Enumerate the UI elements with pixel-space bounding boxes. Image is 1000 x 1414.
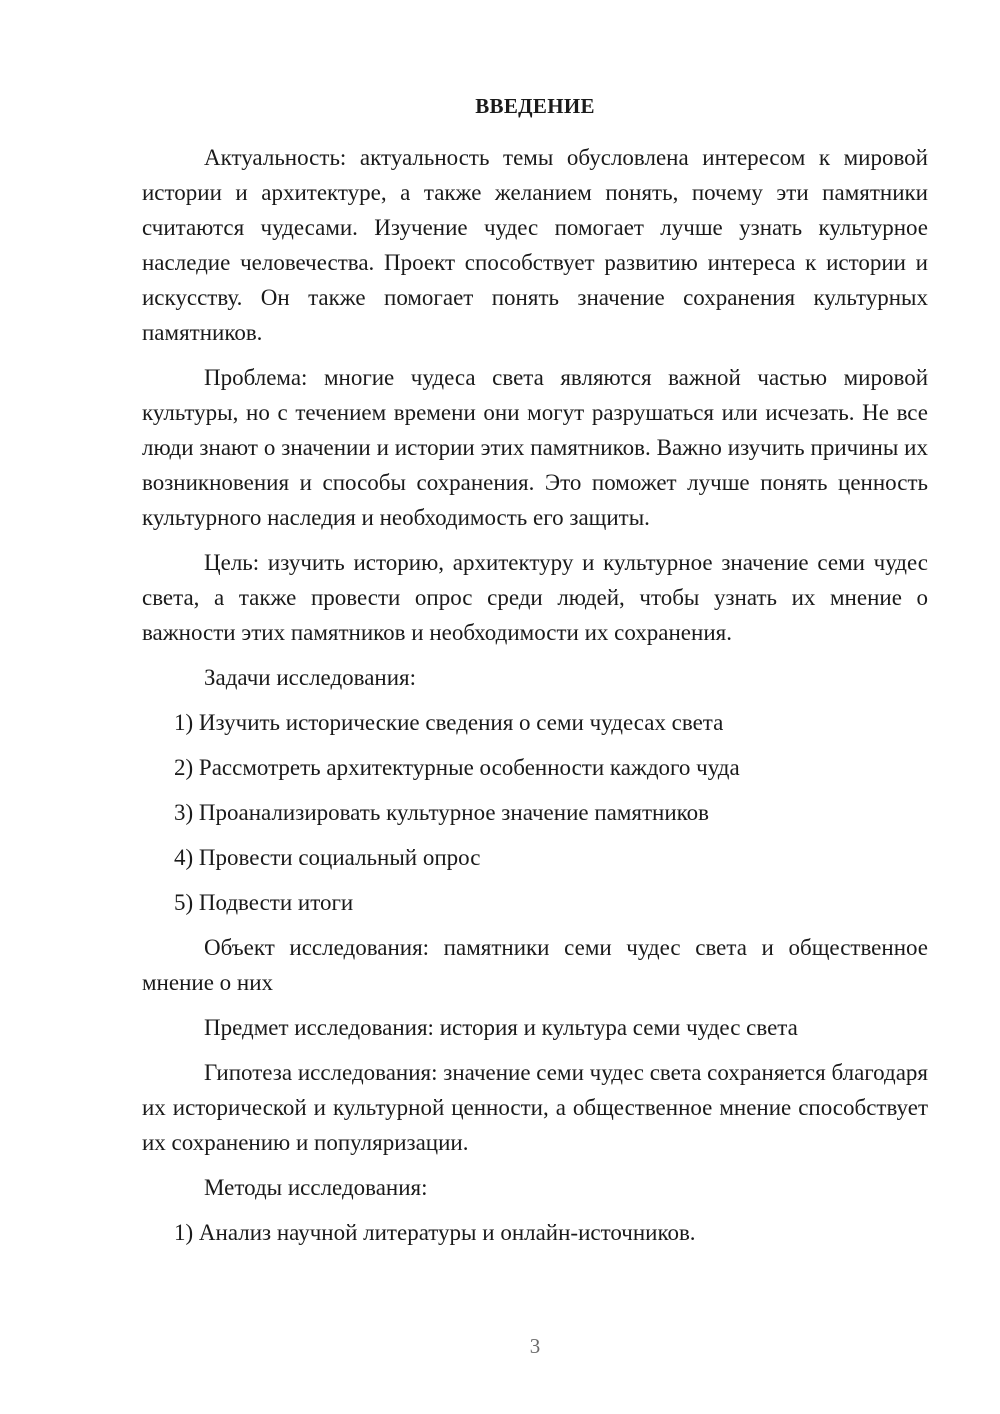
task-item: 5) Подвести итоги	[174, 890, 354, 915]
page-number: 3	[529, 1334, 541, 1358]
object-paragraph: Объект исследования: памятники семи чудес света и общественное мнение о них	[142, 935, 928, 995]
methods-heading: Методы исследования:	[204, 1175, 428, 1200]
task-item: 4) Провести социальный опрос	[174, 845, 481, 870]
section-title: ВВЕДЕНИЕ	[475, 94, 595, 118]
tasks-heading: Задачи исследования:	[204, 665, 417, 690]
document-body	[142, 140, 928, 1260]
method-item: 1) Анализ научной литературы и онлайн-источников.	[174, 1220, 696, 1245]
goal-paragraph: Цель: изучить историю, архитектуру и культурное значение семи чудес света, а также провести опрос среди людей, чтобы узнать их мнение о важности этих памятников и необходимости их сохранения.	[142, 550, 928, 645]
hypothesis-paragraph: Гипотеза исследования: значение семи чудес света сохраняется благодаря их исторической и культурной ценности, а общественное мнение способствует их сохранению и популяризации.	[142, 1060, 928, 1155]
relevance-paragraph: Актуальность: актуальность темы обусловлена интересом к мировой истории и архитектуре, а также желанием понять, почему эти памятники считаются чудесами. Изучение чудес помогает лучше узнать культурное наследие человечества. Проект способствует развитию интереса к истории и искусству. Он также помогает понять значение сохранения культурных памятников.	[142, 145, 928, 345]
task-item: 2) Рассмотреть архитектурные особенности каждого чуда	[174, 755, 740, 780]
subject-paragraph: Предмет исследования: история и культура семи чудес света	[204, 1015, 798, 1040]
problem-paragraph: Проблема: многие чудеса света являются важной частью мировой культуры, но с течением времени они могут разрушаться или исчезать. Не все люди знают о значении и истории этих памятников. Важно изучить причины их возникновения и способы сохранения. Это поможет лучше понять ценность культурного наследия и необходимость его защиты.	[142, 365, 928, 530]
task-item: 3) Проанализировать культурное значение памятников	[174, 800, 710, 825]
task-item: 1) Изучить исторические сведения о семи чудесах света	[174, 710, 724, 735]
